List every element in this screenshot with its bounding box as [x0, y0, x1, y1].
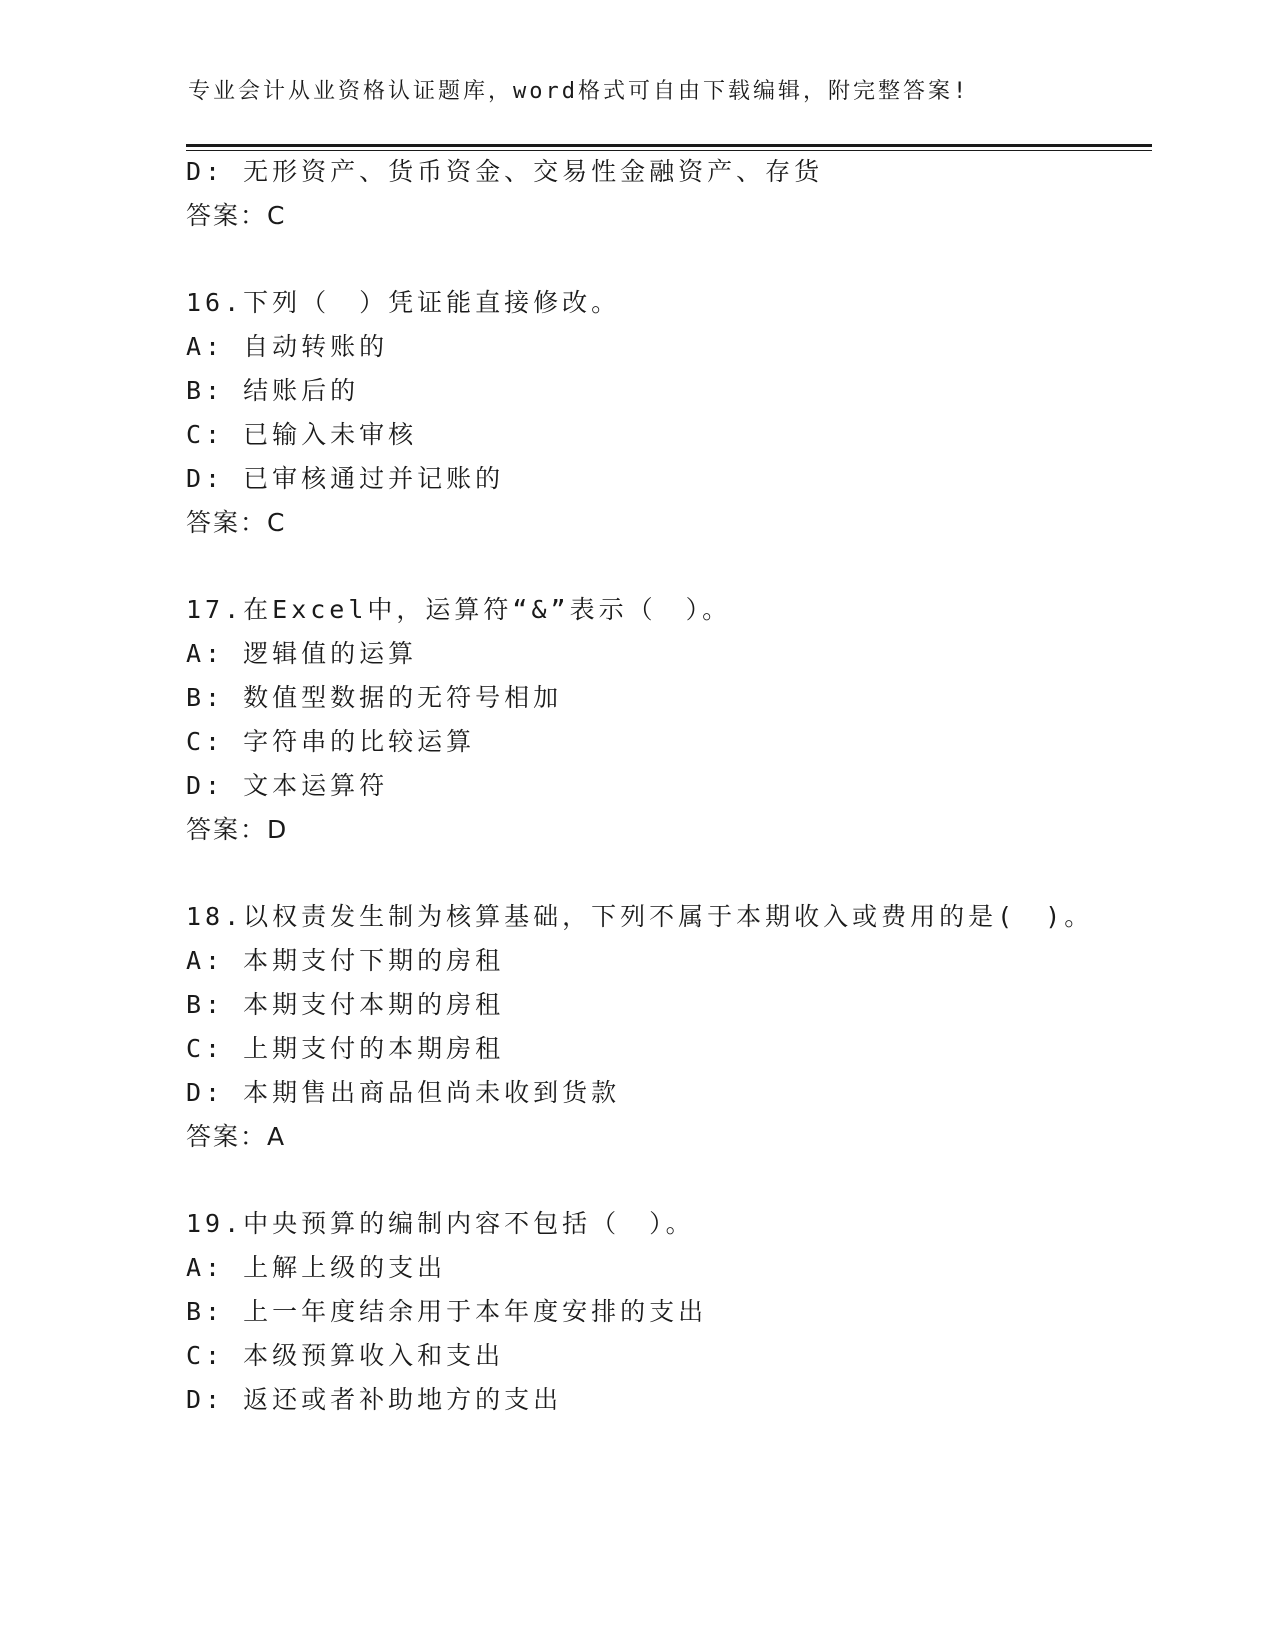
question-19-option-a: A: 上解上级的支出 [186, 1253, 447, 1282]
question-18-answer: 答案：A [186, 1122, 287, 1151]
prev-answer: 答案：C [186, 201, 287, 230]
page-header: 专业会计从业资格认证题库，word格式可自由下载编辑，附完整答案! [188, 79, 970, 104]
question-19-option-c: C: 本级预算收入和支出 [186, 1341, 505, 1370]
question-16-option-d: D: 已审核通过并记账的 [186, 464, 505, 493]
question-17-option-d: D: 文本运算符 [186, 771, 389, 800]
header-rule-thin [186, 150, 1152, 151]
question-16-option-a: A: 自动转账的 [186, 332, 389, 361]
question-18-option-c: C: 上期支付的本期房租 [186, 1034, 505, 1063]
question-18-option-a: A: 本期支付下期的房租 [186, 946, 505, 975]
question-16-stem: 16.下列（ ）凭证能直接修改。 [186, 288, 621, 317]
question-16-option-b: B: 结账后的 [186, 376, 360, 405]
question-18-stem: 18.以权责发生制为核算基础，下列不属于本期收入或费用的是( )。 [186, 902, 1094, 931]
question-17-answer: 答案：D [186, 815, 289, 844]
question-16-option-c: C: 已输入未审核 [186, 420, 418, 449]
prev-option-d: D: 无形资产、货币资金、交易性金融资产、存货 [186, 157, 824, 186]
question-16-answer: 答案：C [186, 508, 287, 537]
header-rule-thick [186, 144, 1152, 147]
question-17-stem: 17.在Excel中，运算符“&”表示（ ）。 [186, 595, 732, 624]
question-17-option-b: B: 数值型数据的无符号相加 [186, 683, 563, 712]
question-18-option-d: D: 本期售出商品但尚未收到货款 [186, 1078, 621, 1107]
question-17-option-a: A: 逻辑值的运算 [186, 639, 418, 668]
question-19-stem: 19.中央预算的编制内容不包括（ ）。 [186, 1209, 695, 1238]
question-17-option-c: C: 字符串的比较运算 [186, 727, 476, 756]
question-19-option-b: B: 上一年度结余用于本年度安排的支出 [186, 1297, 708, 1326]
question-18-option-b: B: 本期支付本期的房租 [186, 990, 505, 1019]
question-19-option-d: D: 返还或者补助地方的支出 [186, 1385, 563, 1414]
